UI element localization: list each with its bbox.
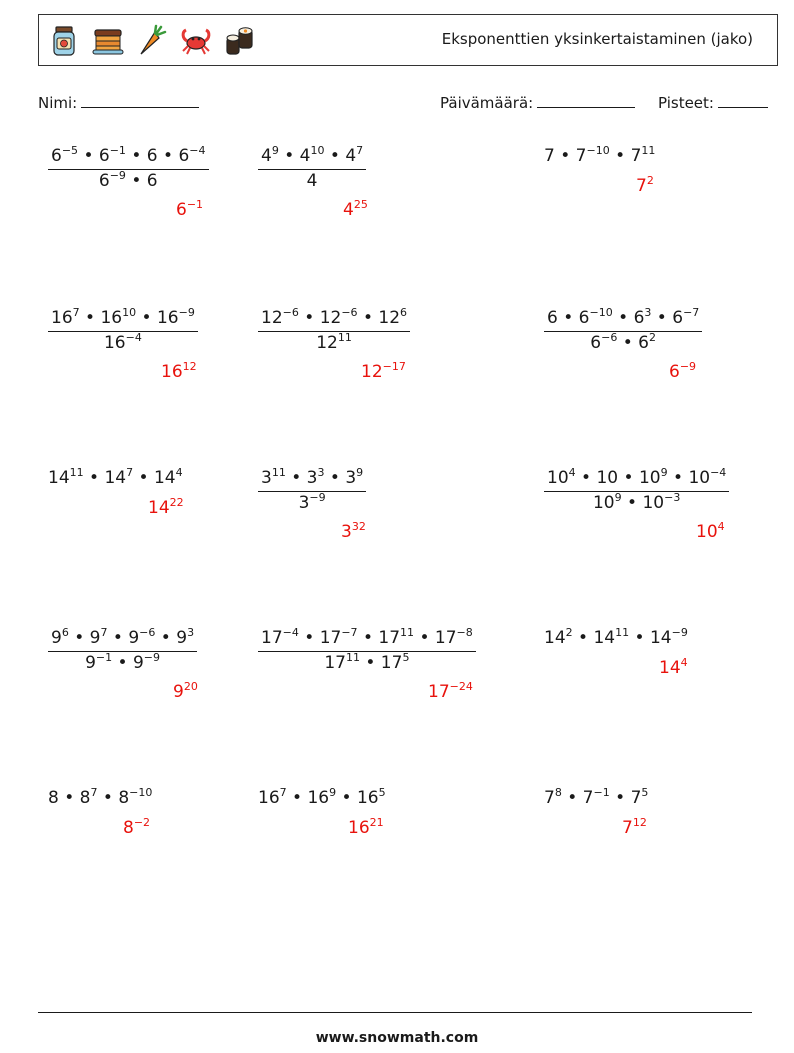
power-base: 16 — [258, 788, 280, 808]
power-base: 16 — [51, 308, 73, 328]
power-base: 8 — [118, 788, 130, 808]
power-exponent: 9 — [614, 491, 622, 504]
answer-10 — [173, 682, 198, 702]
jam-jar-icon — [47, 24, 81, 58]
problem-13 — [48, 786, 153, 808]
power-base: 14 — [153, 468, 176, 488]
fraction — [48, 306, 198, 353]
power-base: 12 — [378, 308, 401, 328]
power-exponent: 11 — [400, 626, 415, 639]
power-exponent: 4 — [568, 466, 576, 479]
denominator — [544, 491, 729, 512]
date-field — [440, 93, 635, 112]
expression — [544, 628, 688, 648]
power-exponent: 4 — [175, 466, 183, 479]
power-exponent: −10 — [589, 306, 613, 319]
power-exponent: 9 — [660, 466, 668, 479]
power-exponent: 11 — [271, 466, 286, 479]
multiply-dot: • — [107, 628, 129, 648]
power-base: 10 — [642, 493, 665, 513]
multiply-dot: • — [286, 788, 308, 808]
power-base: 17 — [324, 653, 346, 673]
multiply-dot: • — [357, 308, 379, 328]
power-base: 4 — [299, 146, 311, 166]
power-base: 12 — [261, 308, 283, 328]
problem-14 — [258, 786, 386, 808]
answer-11 — [428, 682, 473, 702]
power-exponent: −9 — [178, 306, 195, 319]
answer-exponent: −9 — [679, 360, 697, 373]
multiply-dot: • — [78, 146, 99, 166]
denominator — [48, 651, 197, 672]
power-base: 6 — [547, 308, 558, 328]
answer-12 — [659, 658, 688, 678]
power-exponent: 2 — [649, 331, 656, 344]
expression — [48, 788, 152, 808]
multiply-dot: • — [79, 308, 101, 328]
power-base: 14 — [48, 468, 70, 488]
multiply-dot: • — [561, 788, 583, 808]
numerator — [544, 306, 702, 331]
problem-10 — [48, 626, 197, 673]
multiply-dot: • — [58, 788, 80, 808]
multiply-dot: • — [125, 171, 147, 191]
denominator — [258, 651, 476, 672]
power-exponent: 11 — [69, 466, 84, 479]
multiply-dot: • — [157, 146, 179, 166]
problem-8 — [258, 466, 366, 513]
fraction — [48, 144, 209, 191]
multiply-dot: • — [298, 628, 320, 648]
expression — [544, 788, 648, 808]
power-exponent: 7 — [279, 786, 287, 799]
multiply-dot: • — [617, 333, 639, 353]
power-base: 12 — [319, 308, 342, 328]
power-base: 7 — [630, 146, 642, 166]
power-exponent: −7 — [683, 306, 700, 319]
power-base: 6 — [638, 333, 649, 353]
power-base: 16 — [307, 788, 330, 808]
answer-base: 9 — [173, 682, 184, 702]
numerator — [258, 144, 366, 169]
power-exponent: 3 — [317, 466, 325, 479]
fraction — [48, 626, 197, 673]
name-label: Nimi: — [38, 94, 78, 112]
denominator — [258, 331, 410, 352]
multiply-dot: • — [68, 628, 90, 648]
power-exponent: −10 — [129, 786, 153, 799]
answer-2 — [343, 200, 368, 220]
multiply-dot: • — [612, 308, 634, 328]
power-exponent: 3 — [187, 626, 195, 639]
power-base: 6 — [98, 171, 110, 191]
power-base: 16 — [103, 333, 126, 353]
power-exponent: 5 — [402, 651, 410, 664]
power-exponent: −6 — [601, 331, 618, 344]
power-base: 10 — [638, 468, 661, 488]
answer-base: 7 — [622, 818, 633, 838]
power-base: 16 — [356, 788, 379, 808]
power-exponent: −1 — [95, 651, 113, 664]
power-exponent: −1 — [109, 144, 126, 157]
multiply-dot: • — [572, 628, 594, 648]
fraction — [258, 144, 366, 191]
power-exponent: 11 — [337, 331, 352, 344]
answer-exponent: −24 — [449, 680, 473, 693]
answer-base: 12 — [361, 362, 383, 382]
power-exponent: −9 — [309, 491, 326, 504]
power-base: 6 — [146, 171, 158, 191]
answer-15 — [622, 818, 647, 838]
multiply-dot: • — [97, 788, 119, 808]
power-base: 7 — [630, 788, 642, 808]
fraction — [258, 466, 366, 513]
denominator — [544, 331, 702, 352]
answer-base: 8 — [123, 818, 134, 838]
power-base: 17 — [434, 628, 457, 648]
power-exponent: −10 — [586, 144, 610, 157]
answer-exponent: 4 — [680, 656, 688, 669]
problem-3 — [544, 144, 656, 166]
power-exponent: 7 — [356, 144, 364, 157]
power-exponent: −4 — [125, 331, 142, 344]
problem-4 — [48, 306, 198, 353]
answer-base: 10 — [696, 522, 718, 542]
power-base: 4 — [261, 146, 272, 166]
numerator — [544, 466, 729, 491]
power-base: 17 — [378, 628, 401, 648]
fraction — [258, 306, 410, 353]
power-base: 10 — [596, 468, 619, 488]
power-exponent: 11 — [641, 144, 656, 157]
power-exponent: 9 — [271, 144, 279, 157]
power-exponent: 7 — [72, 306, 80, 319]
answer-8 — [341, 522, 366, 542]
carrot-icon — [135, 24, 169, 58]
answer-exponent: 22 — [169, 496, 184, 509]
multiply-dot: • — [278, 146, 300, 166]
fraction — [544, 306, 702, 353]
multiply-dot: • — [557, 308, 579, 328]
power-base: 6 — [633, 308, 645, 328]
power-base: 16 — [156, 308, 179, 328]
date-label: Päivämäärä: — [440, 94, 534, 112]
answer-exponent: 12 — [182, 360, 197, 373]
answer-base: 6 — [176, 200, 187, 220]
date-blank[interactable] — [537, 93, 635, 108]
power-base: 3 — [298, 493, 310, 513]
fraction — [544, 466, 729, 513]
name-blank[interactable] — [81, 93, 199, 108]
power-base: 6 — [146, 146, 158, 166]
problem-7 — [48, 466, 183, 488]
expression — [48, 468, 183, 488]
power-exponent: 9 — [356, 466, 364, 479]
power-exponent: 11 — [615, 626, 630, 639]
denominator — [258, 169, 366, 190]
name-field — [38, 93, 199, 112]
power-exponent: −6 — [139, 626, 156, 639]
multiply-dot: • — [621, 493, 643, 513]
numerator — [258, 626, 476, 651]
answer-7 — [148, 498, 184, 518]
power-base: 17 — [261, 628, 283, 648]
multiply-dot: • — [136, 308, 157, 328]
power-base: 6 — [590, 333, 602, 353]
denominator — [258, 491, 366, 512]
power-exponent: 5 — [378, 786, 386, 799]
power-exponent: −4 — [710, 466, 727, 479]
power-base: 10 — [592, 493, 615, 513]
power-exponent: 10 — [122, 306, 137, 319]
expression — [258, 788, 386, 808]
power-base: 14 — [544, 628, 566, 648]
multiply-dot: • — [133, 468, 154, 488]
answer-base: 16 — [161, 362, 183, 382]
power-base: 9 — [85, 653, 96, 673]
power-base: 9 — [176, 628, 188, 648]
power-base: 6 — [578, 308, 590, 328]
numerator — [48, 306, 198, 331]
power-exponent: 6 — [400, 306, 408, 319]
power-exponent: 3 — [644, 306, 652, 319]
power-exponent: −1 — [593, 786, 610, 799]
multiply-dot: • — [609, 788, 631, 808]
power-base: 6 — [98, 146, 110, 166]
power-base: 7 — [544, 788, 555, 808]
answer-base: 16 — [348, 818, 370, 838]
multiply-dot: • — [575, 468, 597, 488]
header-icons — [47, 23, 257, 59]
answer-exponent: 12 — [632, 816, 647, 829]
power-base: 14 — [593, 628, 616, 648]
problem-11 — [258, 626, 476, 673]
multiply-dot: • — [357, 628, 379, 648]
score-blank[interactable] — [718, 93, 768, 108]
power-base: 9 — [132, 653, 144, 673]
power-base: 3 — [306, 468, 318, 488]
worksheet-title: Eksponenttien yksinkertaistaminen (jako) — [441, 30, 753, 48]
power-exponent: −5 — [61, 144, 79, 157]
power-base: 8 — [79, 788, 91, 808]
multiply-dot: • — [324, 468, 346, 488]
cake-icon — [91, 24, 125, 58]
power-exponent: 2 — [565, 626, 573, 639]
answer-base: 17 — [428, 682, 450, 702]
answer-exponent: −1 — [186, 198, 204, 211]
power-exponent: 10 — [310, 144, 325, 157]
problem-2 — [258, 144, 366, 191]
expression — [544, 146, 655, 166]
power-base: 4 — [306, 171, 318, 191]
answer-9 — [696, 522, 725, 542]
power-exponent: −3 — [664, 491, 681, 504]
multiply-dot: • — [285, 468, 307, 488]
answer-exponent: 4 — [717, 520, 725, 533]
power-exponent: −7 — [341, 626, 358, 639]
answer-exponent: 25 — [353, 198, 368, 211]
power-base: 9 — [89, 628, 101, 648]
answer-6 — [669, 362, 696, 382]
score-label: Pisteet: — [658, 94, 714, 112]
answer-exponent: 32 — [351, 520, 366, 533]
power-base: 7 — [575, 146, 587, 166]
fraction — [258, 626, 476, 673]
multiply-dot: • — [125, 146, 147, 166]
numerator — [48, 144, 209, 169]
power-base: 17 — [319, 628, 342, 648]
multiply-dot: • — [414, 628, 435, 648]
multiply-dot: • — [83, 468, 105, 488]
power-exponent: −4 — [189, 144, 206, 157]
multiply-dot: • — [554, 146, 576, 166]
answer-14 — [348, 818, 384, 838]
power-exponent: 7 — [126, 466, 134, 479]
crab-icon — [179, 24, 213, 58]
problem-1 — [48, 144, 209, 191]
power-exponent: 11 — [345, 651, 360, 664]
answer-base: 14 — [659, 658, 681, 678]
power-exponent: −6 — [341, 306, 358, 319]
power-base: 8 — [48, 788, 59, 808]
power-base: 14 — [104, 468, 127, 488]
power-base: 17 — [380, 653, 403, 673]
power-base: 12 — [316, 333, 338, 353]
multiply-dot: • — [324, 146, 346, 166]
power-exponent: 9 — [329, 786, 337, 799]
power-exponent: −6 — [282, 306, 299, 319]
footer-url: www.snowmath.com — [315, 1030, 479, 1046]
header-box — [38, 14, 778, 66]
answer-4 — [161, 362, 197, 382]
denominator — [48, 169, 209, 190]
answer-exponent: 21 — [369, 816, 384, 829]
power-base: 7 — [582, 788, 594, 808]
power-base: 4 — [345, 146, 357, 166]
problem-6 — [544, 306, 702, 353]
answer-exponent: −17 — [382, 360, 406, 373]
multiply-dot: • — [336, 788, 357, 808]
power-base: 14 — [649, 628, 672, 648]
power-base: 10 — [547, 468, 569, 488]
multiply-dot: • — [112, 653, 133, 673]
denominator — [48, 331, 198, 352]
multiply-dot: • — [618, 468, 639, 488]
answer-5 — [361, 362, 406, 382]
problem-12 — [544, 626, 688, 648]
power-base: 6 — [51, 146, 62, 166]
power-exponent: 6 — [61, 626, 69, 639]
power-exponent: −9 — [671, 626, 688, 639]
power-base: 6 — [178, 146, 190, 166]
power-exponent: −4 — [282, 626, 299, 639]
footer-divider — [38, 1012, 752, 1013]
answer-base: 6 — [669, 362, 680, 382]
sushi-roll-icon — [223, 24, 257, 58]
power-exponent: −9 — [109, 169, 126, 182]
problem-5 — [258, 306, 410, 353]
answer-base: 4 — [343, 200, 354, 220]
answer-13 — [123, 818, 150, 838]
multiply-dot: • — [359, 653, 381, 673]
multiply-dot: • — [609, 146, 631, 166]
multiply-dot: • — [298, 308, 320, 328]
numerator — [258, 306, 410, 331]
answer-base: 3 — [341, 522, 352, 542]
answer-exponent: −2 — [133, 816, 151, 829]
answer-base: 14 — [148, 498, 170, 518]
answer-exponent: 20 — [183, 680, 198, 693]
power-base: 16 — [100, 308, 123, 328]
power-exponent: −9 — [143, 651, 160, 664]
answer-base: 7 — [636, 176, 647, 196]
answer-3 — [636, 176, 654, 196]
multiply-dot: • — [667, 468, 689, 488]
multiply-dot: • — [651, 308, 673, 328]
power-base: 10 — [688, 468, 711, 488]
problem-15 — [544, 786, 649, 808]
numerator — [48, 626, 197, 651]
answer-1 — [176, 200, 203, 220]
power-exponent: 7 — [100, 626, 108, 639]
answer-exponent: 2 — [646, 174, 654, 187]
multiply-dot: • — [155, 628, 177, 648]
power-base: 9 — [51, 628, 62, 648]
power-base: 3 — [261, 468, 272, 488]
score-field — [658, 93, 768, 112]
multiply-dot: • — [629, 628, 650, 648]
power-base: 7 — [544, 146, 555, 166]
problem-9 — [544, 466, 729, 513]
power-exponent: 5 — [641, 786, 649, 799]
numerator — [258, 466, 366, 491]
power-base: 9 — [128, 628, 140, 648]
power-base: 3 — [345, 468, 357, 488]
power-exponent: 7 — [90, 786, 98, 799]
power-base: 6 — [672, 308, 684, 328]
power-exponent: 8 — [554, 786, 562, 799]
power-exponent: −8 — [456, 626, 473, 639]
